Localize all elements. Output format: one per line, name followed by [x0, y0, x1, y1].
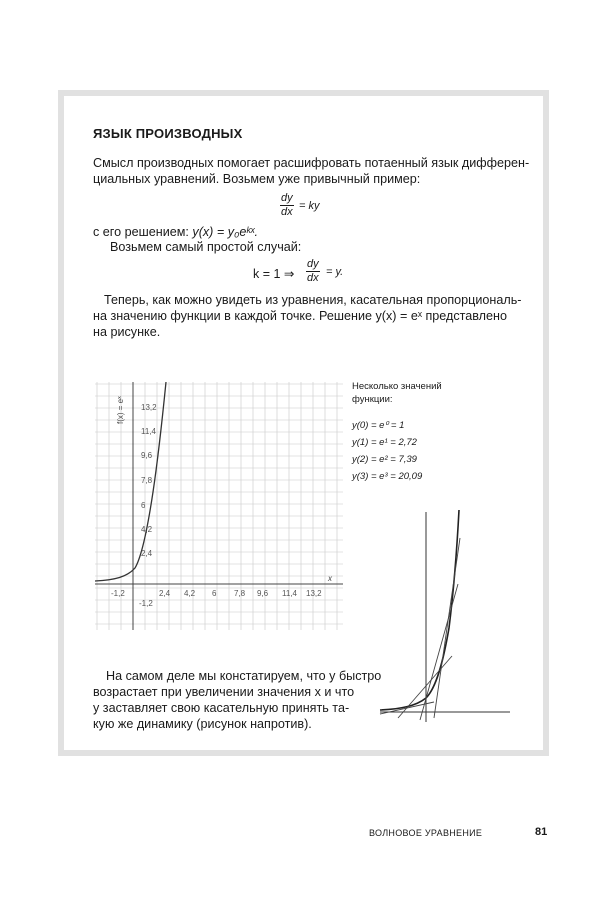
paragraph-2-line-2: на значению функции в каждой точке. Решение y(x) = eˣ представлено [93, 309, 507, 323]
x-tick-label: 4,2 [184, 589, 196, 598]
values-caption-line-1: Несколько значений [352, 381, 442, 392]
equation-2-fraction [306, 258, 320, 285]
x-tick-label: 13,2 [306, 589, 322, 598]
equation-1-denominator: dx [281, 206, 293, 218]
y-tick-label: -1,2 [139, 599, 153, 608]
tangent-curve [380, 510, 459, 710]
y-axis-label: f(x) = eˣ [116, 396, 125, 424]
intro-line-2: циальных уравнений. Возьмем уже привычный пример: [93, 172, 421, 186]
x-tick-label: -1,2 [111, 589, 125, 598]
conclusion-line-4: кую же динамику (рисунок напротив). [93, 717, 312, 731]
simple-case-line: Возьмем самый простой случай: [110, 240, 302, 254]
conclusion-line-3: y заставляет свою касательную принять та- [93, 701, 350, 715]
solution-prefix: с его решением: [93, 225, 193, 239]
equation-2-lhs: k = 1 ⇒ [253, 267, 295, 281]
y-tick-label: 9,6 [141, 451, 153, 460]
x-tick-label: 7,8 [234, 589, 246, 598]
y-tick-label: 11,4 [141, 427, 156, 436]
conclusion-line-2: возрастает при увеличении значения x и что [93, 685, 355, 699]
equation-2-rhs: = y. [326, 266, 344, 278]
tangent-line [398, 656, 452, 718]
tangent-diagram [376, 498, 514, 724]
y-tick-label: 4,2 [141, 525, 153, 534]
chapter-title: ВОЛНОВОЕ УРАВНЕНИЕ [369, 828, 483, 838]
equation-1-fraction [280, 192, 294, 219]
y-tick-label: 2,4 [141, 549, 153, 558]
section-heading: ЯЗЫК ПРОИЗВОДНЫХ [93, 126, 243, 141]
y-tick-label: 6 [141, 501, 146, 510]
x-axis-label: x [328, 574, 332, 583]
conclusion-line-1: На самом деле мы констатируем, что y быстро [106, 669, 382, 683]
x-tick-label: 2,4 [159, 589, 171, 598]
equation-1-rhs: = ky [299, 200, 320, 212]
equation-2-denominator: dx [307, 272, 319, 284]
value-item: y(1) = e¹ = 2,72 [352, 437, 417, 448]
y-tick-label: 7,8 [141, 476, 153, 485]
solution-line [93, 224, 258, 240]
equation-2-numerator: dy [307, 258, 319, 270]
exponential-graph [95, 382, 343, 630]
value-item: y(2) = e² = 7,39 [352, 454, 417, 465]
equation-1-numerator: dy [281, 192, 293, 204]
value-item: y(0) = e⁰ = 1 [352, 420, 405, 431]
page-number: 81 [535, 826, 548, 838]
x-tick-label: 11,4 [282, 589, 297, 598]
paragraph-2-line-1: Теперь, как можно увидеть из уравнения, касательная пропорциональ- [104, 293, 522, 307]
y-tick-label: 13,2 [141, 403, 157, 412]
values-caption-line-2: функции: [352, 394, 393, 405]
value-item: y(3) = e³ = 20,09 [352, 471, 423, 482]
x-tick-label: 9,6 [257, 589, 269, 598]
paragraph-2-line-3: на рисунке. [93, 325, 161, 339]
tangent-line [434, 538, 460, 718]
intro-line-1: Смысл производных помогает расшифровать потаенный язык дифферен- [93, 156, 530, 170]
x-tick-label: 6 [212, 589, 217, 598]
solution-formula: y(x) = y₀eᵏˣ. [192, 225, 259, 239]
